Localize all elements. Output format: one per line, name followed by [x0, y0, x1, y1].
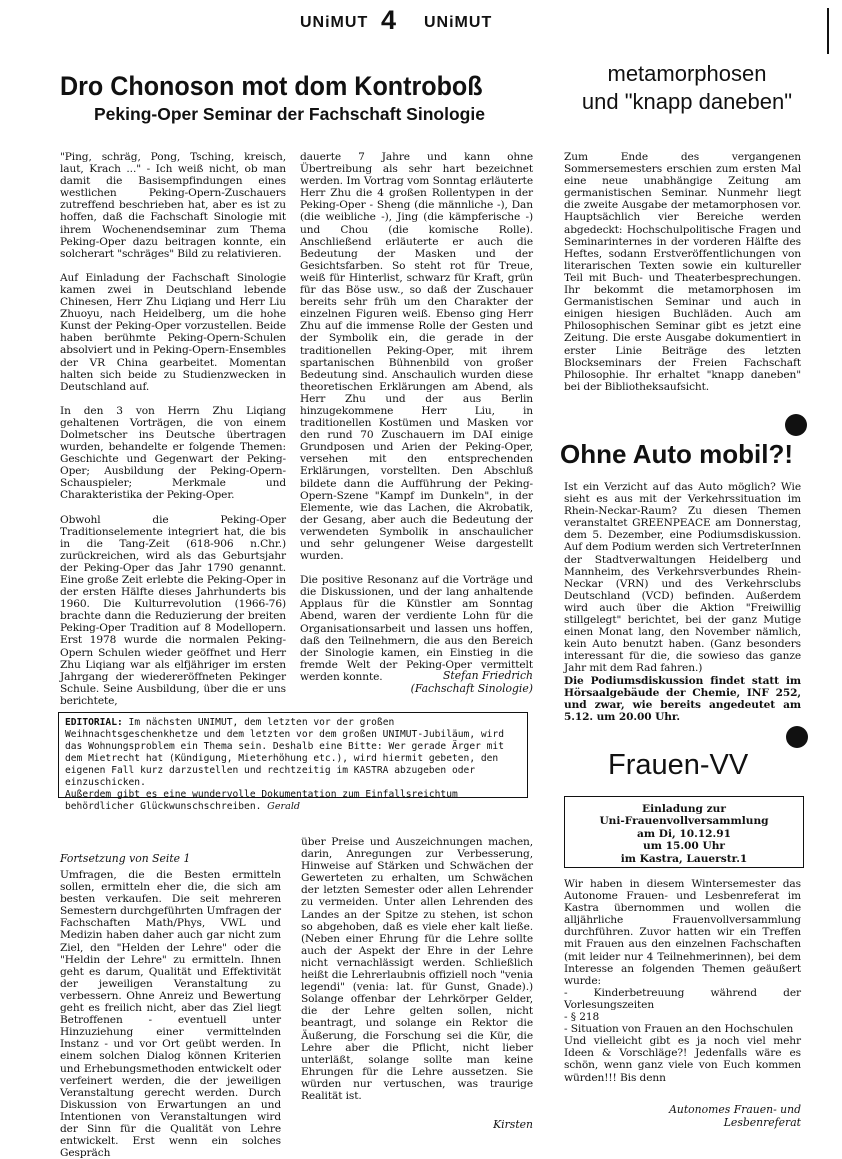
frauen-signature: [564, 1104, 801, 1129]
invitation-box: [564, 796, 804, 868]
metamorphosen-title-line2: und "knapp daneben": [581, 89, 793, 114]
article-paragraph: Auf Einladung der Fachschaft Sinologie kamen zwei in Deutschland lebende Chinesen, Herr Zhu Liqiang und Herr Liu Zhuoyu, nach Heidelberg, um die hohe Kunst der Peking-Oper vorzustellen. Beide haben berühmte Peking-Opern-Schulen absolviert und in Peking-Opern-Ensembles der VR China gearbeitet. Momentan halten sich beide zu Studienzwecken in Deutschland auf.: [60, 271, 286, 393]
article-paragraph: Obwohl die Peking-Oper Traditionselemente integriert hat, die bis in die Tang-Zeit (618-906 n.Chr.) zurückreichen, wird als das Geburtsjahr der Peking-Oper das Jahr 1790 genannt. Eine große Zeit erlebte die Peking-Oper in der ersten Hälfte dieses Jahrhunderts bis 1960. Die Kulturrevolution (1966-76) brachte dann die Reduzierung der breiten Peking-Oper Tradition auf 8 Modellopern. Erst 1978 wurde die normalen Peking-Opern Schulen wieder geöffnet und Herr Zhu Liqiang war als elfjähriger im ersten Jahrgang der wiedereröffneten Pekinger Schule. Seine Ausbildung, über die er uns berichtete,: [60, 513, 286, 707]
article-paragraph: In den 3 von Herrn Zhu Liqiang gehaltenen Vorträgen, die von einem Dolmetscher ins Deutsche übertragen wurden, behandelte er folgende Themen: Geschichte und Gegenwart der Peking-Oper; Ausbildung der Peking-Opern-Schauspieler; Merkmale und Charakteristika der Peking-Oper.: [60, 404, 286, 502]
masthead-right: UNiMUT: [424, 14, 493, 31]
editorial-text: Im nächsten UNIMUT, dem letzten vor der großen Weihnachtsgeschenkhetze und dem letzten vor dem großen UNIMUT-Jubiläum, wird das Wohnungsproblem ein Thema sein. Deshalb eine Bitte: Wer gerade Ärger mit dem Mietrecht hat (Kündigung, Mieterhöhung etc.), wird hiermit gebeten, den eigenen Fall kurz darzustellen und rechtzeitig im KASTRA abzugeben oder einzuschicken.: [65, 717, 504, 788]
frauen-text: [564, 878, 801, 1084]
metamorphosen-text: Zum Ende des vergangenen Sommersemesters erschien zum ersten Mal eine neue unabhängige Zeitung am germanistischen Seminar. Nunmehr liegt die zweite Ausgabe der metamorphosen vor. Hauptsächlich vier Bereiche werden abgedeckt: Hochschulpolitische Fragen und Seminarinternes in der vorderen Hälfte des Heftes, sodann Erstveröffentlichungen von literarischen Texten sowie ein kultureller Teil mit Buch- und Theaterbesprechungen. Ihr bekommt die metamorphosen im Germanistischen Seminar und auch in einigen hiesigen Buchläden. Auch am Philosophischen Seminar gibt es jetzt eine Zeitung. Die erste Ausgabe dokumentiert in erster Linie Beiträge des letzten Blockseminars der Freien Fachschaft Philosophie. Ihr erhaltet "knapp daneben" bei der Bibliotheksaufsicht.: [564, 151, 801, 393]
frauen-item: - Situation von Frauen an den Hochschulen: [564, 1023, 794, 1036]
frauen-signature-line: Autonomes Frauen- und: [669, 1103, 801, 1116]
author-name: Stefan Friedrich: [443, 669, 533, 682]
edge-rule: [827, 8, 829, 54]
article-paragraph: dauerte 7 Jahre und kann ohne Übertreibung als sehr hart bezeichnet werden. Im Vortrag vom Sonntag erläuterte Herr Zhu die 4 großen Rollentypen in der Peking-Oper - Sheng (die männliche -), Dan (die weibliche -), Jing (die kämpferische -) und Chou (die komische Rolle). Anschließend erläuterte er auch die Bedeutung der Masken und der Gesichtsfarben. So steht rot für Treue, weiß für Hinterlist, schwarz für Kraft, grün für das Böse usw., so daß der Zuschauer bereits sehr früh um den Charakter der einzelnen Figuren weiß. Ebenso ging Herr Zhu auf die immense Rolle der Gesten und der Symbolik ein, die gerade in der traditionellen Peking-Oper, mit ihrem spartanischen Bühnenbild von großer Bedeutung sind. Anschaulich wurden diese theoretischen Erklärungen am Abend, als Herr Zhu und der aus Berlin hinzugekommene Herr Liu, in traditionellen Kostümen und Masken vor den rund 70 Zuschauern im DAI einige Grundposen und Arien der Peking-Oper, versehen mit den entsprechenden Erklärungen, vorstellten. Den Abschluß bildete dann die Aufführung der Peking-Opern-Szene "Kampf im Dunkeln", in der Elemente, wie das Lachen, die Akrobatik, der Gesang, aber auch die Bedeutung der verwendeten Symbolik in anschaulicher und sehr gelungener Weise dargestellt wurden.: [300, 151, 533, 563]
article-subtitle: Peking-Oper Seminar der Fachschaft Sinologie: [94, 104, 485, 124]
page-number: 4: [381, 5, 397, 35]
continuation-col1: Umfragen, die die Besten ermitteln sollen, ermitteln eher die, die sich am besten verkaufen. Die seit mehreren Semestern durchgeführten Umfragen der Fachschaften Math/Phys, VWL und Medizin haben daher auch gar nicht zum Ziel, den "Helden der Lehre" oder die "Heldin der Lehre" zu ermitteln. Ihnen geht es darum, Qualität und Effektivität der jeweiligen Veranstaltung zu verbessern. Ohne Anreiz und Bewertung geht es freilich nicht, aber das Ziel liegt Betroffenen - eventuell unter Hinzuziehung einer vermittelnden Instanz - und vor Ort geübt werden. In einem solchen Dialog können Kriterien und Erhebungsmethoden entwickelt oder verfeinert werden, die der jeweiligen Veranstaltung gerecht werden. Durch Diskussion von Erwartungen an und Intentionen von Veranstaltungen wird der Sinn für die Qualität von Lehre entwickelt. Erst wenn ein solches Gespräch: [60, 869, 281, 1159]
article-col2: [300, 151, 533, 683]
editorial-box: [58, 712, 528, 812]
article-title: Dro Chonoson mot dom Kontroboß: [60, 71, 483, 101]
editorial-label: EDITORIAL:: [65, 717, 123, 728]
continuation-col2: über Preise und Auszeichnungen machen, darin, Anregungen zur Verbesserung, Hinweise auf Stärken und Schwächen der Gewerteten zu erhalten, um Schwächen der letzten Semester oder allen Lehrender zu vermeiden. Unter allen Lehrenden des Landes an der Spitze zu stehen, ist schon so abgehoben, daß es viele eher kalt ließe. (Neben einer Ehrung für die Lehre sollte auch der Aspekt der Ehre in der Lehre nicht vernachlässigt werden. Schließlich heißt die Lehrerlaubnis offiziell noch "venia legendi" (venia: lat. für Gunst, Gnade).) Solange offenbar der Lehrkörper Gelder, die der Lehre gelten sollen, nicht beantragt, und solange ein Rektor die Äußerung, die Forschung sei die Kür, die Lehre aber die Pflicht, nicht lieber unterläßt, solange sollte man keine Ehrungen für die Lehre aussetzen. Sie würden nur vertuschen, was traurige Realität ist.: [301, 836, 533, 1102]
continuation-author: Kirsten: [493, 1118, 533, 1131]
editorial-text-2: Außerdem gibt es eine wundervolle Dokumentation zum Einfallsreichtum behördlicher Glückwunschschreiben. Gerald: [65, 789, 458, 812]
frauen-item: - Kinderbetreuung während der Vorlesungszeiten: [564, 986, 801, 1011]
frauen-paragraph: Wir haben in diesem Wintersemester das Autonome Frauen- und Lesbenreferat im Kastra übernommen und wollen die alljährliche Frauenvollversammlung durchführen. Zuvor hatten wir ein Treffen mit Frauen aus den einzelnen Fachschaften (mit leider nur 4 Teilnehmerinnen), bei dem Interesse an folgenden Themen geäußert wurde:: [564, 878, 801, 987]
metamorphosen-title: [560, 60, 814, 116]
invite-line: Einladung zur: [642, 803, 726, 815]
auto-paragraph-2: Die Podiumsdiskussion findet statt im Hörsaalgebäude der Chemie, INF 252, und zwar, wie bereits angedeutet am 5.12. um 20.00 Uhr.: [564, 674, 801, 723]
masthead-left: UNiMUT: [300, 14, 369, 31]
auto-title: Ohne Auto mobil?!: [560, 439, 793, 469]
article-paragraph: "Ping, schräg, Pong, Tsching, kreisch, laut, Krach ..." - Ich weiß nicht, ob man damit die Basisempfindungen eines westlichen Peking-Opern-Zuschauers zutreffend beschrieben hat, aber es ist zu hoffen, daß die Fachschaft Sinologie mit ihrem Wochenendseminar zum Thema Peking-Oper dazu beitragen konnte, ein solcherart "schräges" Bild zu relativieren.: [60, 151, 286, 260]
article-author: [300, 669, 533, 695]
bullet-dot: [786, 726, 808, 748]
auto-text: [564, 481, 801, 723]
frauen-paragraph-2: Und vielleicht gibt es ja noch viel mehr Ideen & Vorschläge?! Jedenfalls wäre es schön, wenn ganz viele von Euch kommen würden!!! Bis denn: [564, 1035, 801, 1084]
frauen-title: Frauen-VV: [608, 749, 749, 781]
continuation-heading: Fortsetzung von Seite 1: [60, 852, 191, 865]
frauen-item: - § 218: [564, 1011, 600, 1024]
invite-line: Uni-Frauenvollversammlung: [599, 815, 769, 828]
invite-line: um 15.00 Uhr: [643, 840, 725, 853]
invite-line: im Kastra, Lauerstr.1: [620, 852, 748, 865]
frauen-signature-line: Lesbenreferat: [723, 1115, 801, 1129]
invite-line: am Di, 10.12.91: [637, 827, 731, 840]
bullet-dot: [785, 414, 807, 436]
author-affiliation: (Fachschaft Sinologie): [410, 682, 533, 695]
auto-paragraph: Ist ein Verzicht auf das Auto möglich? Wie sieht es aus mit der Verkehrssituation im Rhein-Neckar-Raum? Zu diesen Themen veranstaltet GREENPEACE am Donnerstag, dem 5. Dezember, eine Podiumsdiskussion. Auf dem Podium werden sich VertreterInnen der Stadtverwaltungen Heidelberg und Mannheim, des Verkehrsverbundes Rhein-Neckar (VRN) und des Verkehrsclubs Deutschland (VCD) befinden. Außerdem wird auch über die Aktion "Freiwillig stillgelegt" berichtet, bei der ganz Mutige einen Monat lang, den November nämlich, kein Auto benutzt haben. (Ganz besonders interessant für die, die sowieso das ganze Jahr mit dem Rad fahren.): [564, 481, 801, 675]
metamorphosen-title-line1: metamorphosen: [607, 61, 767, 86]
article-col1: [60, 151, 286, 707]
article-paragraph: Die positive Resonanz auf die Vorträge und die Diskussionen, und der lang anhaltende Applaus für die Künstler am Sonntag Abend, waren der verdiente Lohn für die Organisationsarbeit und lassen uns hoffen, daß den Teilnehmern, die aus den Bereich der Sinologie kamen, ein Einstieg in die fremde Welt der Peking-Oper vermittelt werden konnte.: [300, 574, 533, 683]
editorial-signature: Gerald: [267, 801, 301, 812]
